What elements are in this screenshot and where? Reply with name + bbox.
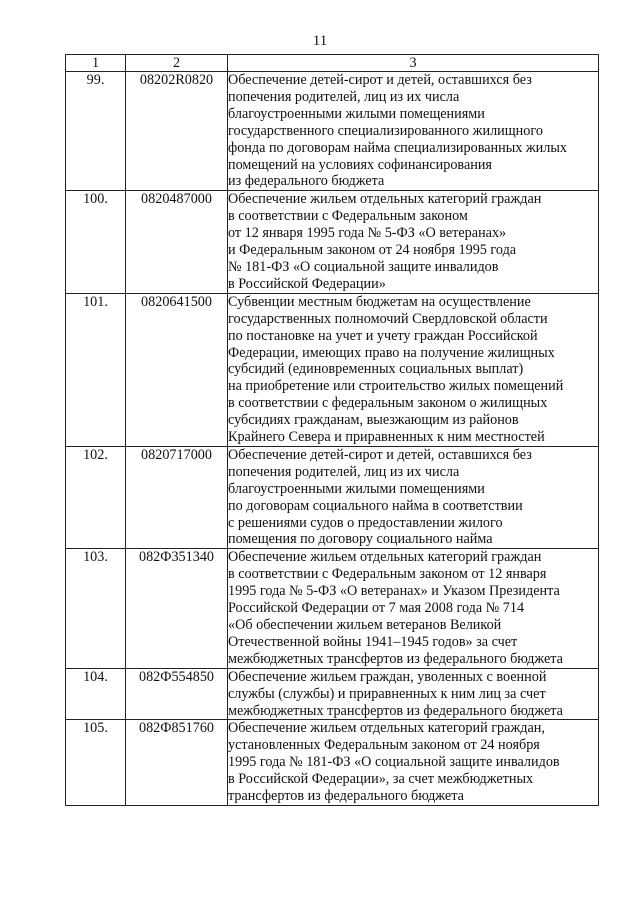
description-line: государственного специализированного жилищного xyxy=(228,122,543,139)
target-article-code: 0820717000 xyxy=(126,446,228,548)
description-line: в Российской Федерации» xyxy=(228,275,386,292)
table-row xyxy=(66,191,599,293)
description-line: межбюджетных трансфертов из федерального бюджета xyxy=(228,702,563,719)
article-description xyxy=(228,293,599,446)
row-number: 101. xyxy=(66,293,126,446)
target-article-code: 0820641500 xyxy=(126,293,228,446)
column-header-2: 2 xyxy=(126,55,228,72)
description-line: межбюджетных трансфертов из федерального бюджета xyxy=(228,650,563,667)
row-number: 105. xyxy=(66,720,126,806)
article-description xyxy=(228,549,599,668)
row-number: 103. xyxy=(66,549,126,668)
table-body xyxy=(66,72,599,806)
description-line: Отечественной войны 1941–1945 годов» за счет xyxy=(228,633,518,650)
target-article-code: 082Ф351340 xyxy=(126,549,228,668)
description-line: благоустроенными жилыми помещениями xyxy=(228,105,485,122)
description-line: «Об обеспечении жильем ветеранов Великой xyxy=(228,617,502,633)
description-line: Обеспечение жильем отдельных категорий граждан xyxy=(228,549,542,566)
description-line: государственных полномочий Свердловской области xyxy=(228,310,548,327)
description-line: Обеспечение детей-сирот и детей, оставшихся без xyxy=(228,446,532,463)
description-line: трансфертов из федерального бюджета xyxy=(228,788,464,805)
column-header-3: 3 xyxy=(228,55,599,72)
table-row xyxy=(66,293,599,446)
description-line: 1995 года № 5-ФЗ «О ветеранах» и Указом Президента xyxy=(228,583,560,600)
description-line: в Российской Федерации», за счет межбюджетных xyxy=(228,771,534,788)
article-description xyxy=(228,720,599,806)
description-line: от 12 января 1995 года № 5-ФЗ «О ветеранах» xyxy=(228,225,507,242)
description-line: Обеспечение жильем отдельных категорий граждан, xyxy=(228,720,545,737)
description-line: помещений на условиях софинансирования xyxy=(228,156,492,173)
target-article-code: 082Ф554850 xyxy=(126,668,228,720)
table-row xyxy=(66,720,599,806)
description-line: Российской Федерации от 7 мая 2008 года № 714 xyxy=(228,600,525,617)
table-row xyxy=(66,72,599,191)
description-line: по постановке на учет и учету граждан Российской xyxy=(228,327,538,344)
target-article-code: 0820487000 xyxy=(126,191,228,293)
target-article-code: 082Ф851760 xyxy=(126,720,228,806)
description-line: службы (службы) и приравненных к ним лиц за счет xyxy=(228,685,546,702)
article-description xyxy=(228,191,599,293)
description-line: фонда по договорам найма специализированных жилых xyxy=(228,139,567,156)
target-article-code: 08202R0820 xyxy=(126,72,228,191)
description-line: в соответствии с Федеральным законом xyxy=(228,208,468,225)
column-header-1: 1 xyxy=(66,55,126,72)
row-number: 99. xyxy=(66,72,126,191)
description-line: Обеспечение детей-сирот и детей, оставшихся без xyxy=(228,72,532,88)
description-line: Обеспечение жильем граждан, уволенных с военной xyxy=(228,668,547,685)
description-line: на приобретение или строительство жилых помещений xyxy=(228,378,564,395)
description-line: № 181-ФЗ «О социальной защите инвалидов xyxy=(228,258,499,275)
budget-classification-table xyxy=(65,54,599,806)
article-description xyxy=(228,72,599,191)
table-header-row xyxy=(66,55,599,72)
description-line: субсидий (единовременных социальных выплат) xyxy=(228,361,524,378)
description-line: с решениями судов о предоставлении жилого xyxy=(228,514,503,531)
description-line: в соответствии с федеральным законом о жилищных xyxy=(228,395,548,412)
row-number: 104. xyxy=(66,668,126,720)
description-line: в соответствии с Федеральным законом от 12 января xyxy=(228,566,547,583)
description-line: Субвенции местным бюджетам на осуществление xyxy=(228,293,531,310)
description-line: попечения родителей, лиц из их числа xyxy=(228,88,460,105)
description-line: попечения родителей, лиц из их числа xyxy=(228,463,460,480)
table-row xyxy=(66,549,599,668)
article-description xyxy=(228,446,599,548)
page-number: 11 xyxy=(312,33,328,49)
description-line: и Федеральным законом от 24 ноября 1995 года xyxy=(228,242,517,259)
table-row xyxy=(66,446,599,548)
article-description xyxy=(228,668,599,720)
description-line: Федерации, имеющих право на получение жилищных xyxy=(228,344,555,361)
row-number: 100. xyxy=(66,191,126,293)
description-line: по договорам социального найма в соответствии xyxy=(228,497,523,514)
description-line: из федерального бюджета xyxy=(228,173,385,190)
description-line: Обеспечение жильем отдельных категорий граждан xyxy=(228,191,542,208)
description-line: установленных Федеральным законом от 24 ноября xyxy=(228,737,540,754)
description-line: Крайнего Севера и приравненных к ним местностей xyxy=(228,429,545,446)
row-number: 102. xyxy=(66,446,126,548)
table-row xyxy=(66,668,599,720)
description-line: 1995 года № 181-ФЗ «О социальной защите инвалидов xyxy=(228,754,560,771)
description-line: благоустроенными жилыми помещениями xyxy=(228,480,485,497)
description-line: субсидиях гражданам, выезжающим из районов xyxy=(228,412,519,429)
description-line: помещения по договору социального найма xyxy=(228,531,493,548)
